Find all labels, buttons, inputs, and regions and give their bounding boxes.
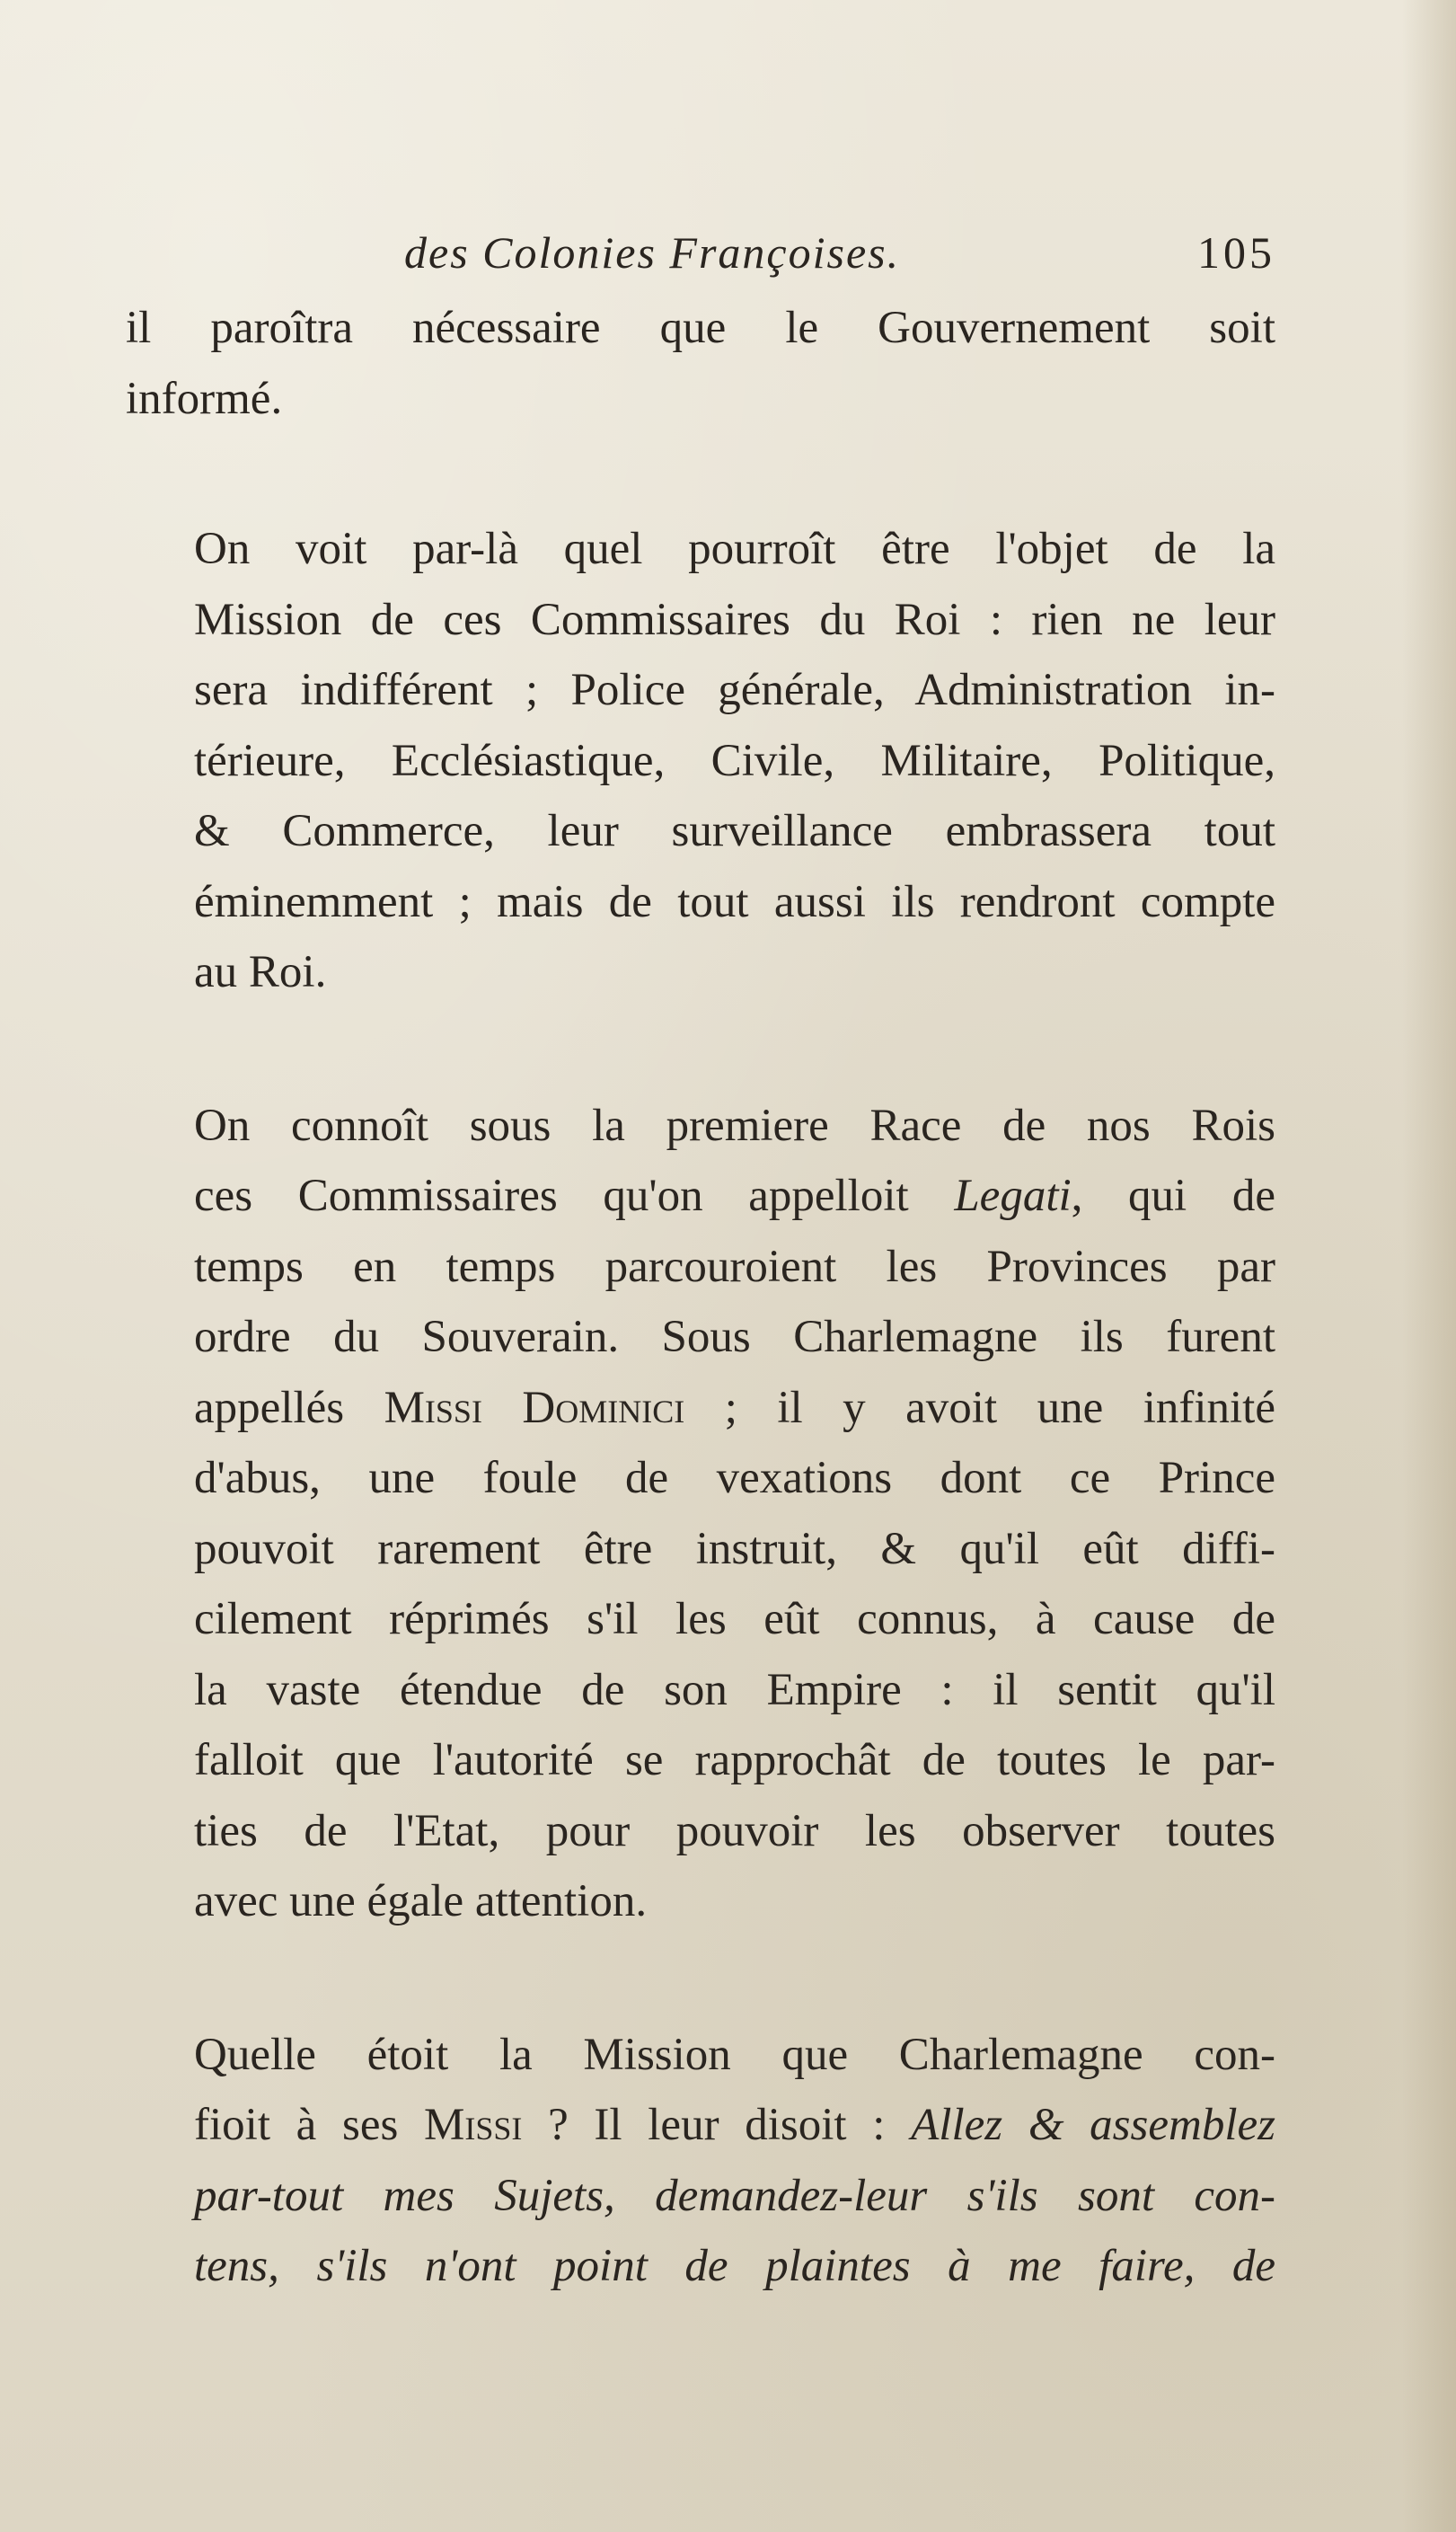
small-caps-term-missi-dominici: Missi Dominici <box>384 1382 685 1433</box>
text-run: appellés <box>194 1382 384 1433</box>
text-line: On connoît sous la premiere Race de nos Rois <box>194 1100 1275 1151</box>
small-caps-term-missi: Missi <box>424 2100 523 2150</box>
text-line: la vaste étendue de son Empire : il sentit qu'il <box>194 1664 1275 1715</box>
text-line: térieure, Ecclésiastique, Civile, Militaire, Politique, <box>194 735 1275 786</box>
text-run: ? Il leur disoit : <box>522 2100 912 2150</box>
text-line: temps en temps parcouroient les Provinces par <box>194 1241 1275 1292</box>
running-title: des Colonies Françoises. <box>404 227 901 278</box>
text-line: il paroîtra nécessaire que le Gouvernement soit <box>126 303 1275 353</box>
text-run: , qui de <box>1071 1171 1275 1221</box>
text-line: avec une égale attention. <box>194 1876 648 1926</box>
text-line: sera indifférent ; Police générale, Administration in- <box>194 665 1275 715</box>
italic-term-legati: Legati <box>954 1171 1072 1221</box>
text-line: cilement réprimés s'il les eût connus, à cause de <box>194 1594 1275 1644</box>
italic-quote-line: par-tout mes Sujets, demandez-leur s'ils sont con- <box>194 2170 1275 2221</box>
paragraph-1 <box>126 293 1275 434</box>
text-line: au Roi. <box>194 947 327 997</box>
body-text <box>126 293 1275 2302</box>
text-line: & Commerce, leur surveillance embrassera tout <box>194 806 1275 856</box>
text-line: d'abus, une foule de vexations dont ce Prince <box>194 1453 1275 1503</box>
paragraph-4 <box>126 2020 1275 2302</box>
text-line: Quelle étoit la Mission que Charlemagne con- <box>194 2029 1275 2080</box>
text-line: On voit par-là quel pourroît être l'objet de la <box>194 524 1275 574</box>
text-line: falloit que l'autorité se rapprochât de toutes le par- <box>194 1735 1275 1785</box>
italic-quote: Allez & assemblez <box>911 2100 1275 2150</box>
paragraph-3 <box>126 1091 1275 1937</box>
text-run: fioit à ses <box>194 2100 425 2150</box>
text-line: Mission de ces Commissaires du Roi : rien ne leur <box>194 594 1275 645</box>
text-run: ; il y avoit une infinité <box>684 1382 1275 1433</box>
text-line: ties de l'Etat, pour pouvoir les observer toutes <box>194 1805 1275 1856</box>
page-number: 105 <box>1197 227 1275 278</box>
text-line: informé. <box>126 373 283 424</box>
text-line: pouvoit rarement être instruit, & qu'il eût diffi- <box>194 1523 1275 1574</box>
text-line <box>126 1373 1275 1444</box>
text-line <box>126 2090 1275 2161</box>
text-line: ordre du Souverain. Sous Charlemagne ils furent <box>194 1312 1275 1362</box>
running-head <box>126 221 1275 284</box>
italic-quote-line: tens, s'ils n'ont point de plaintes à me faire, de <box>194 2241 1275 2291</box>
text-line: éminemment ; mais de tout aussi ils rendront compte <box>194 876 1275 927</box>
text-line <box>126 1161 1275 1232</box>
text-run: ces Commissaires qu'on appelloit <box>194 1171 955 1221</box>
paragraph-2 <box>126 514 1275 1008</box>
